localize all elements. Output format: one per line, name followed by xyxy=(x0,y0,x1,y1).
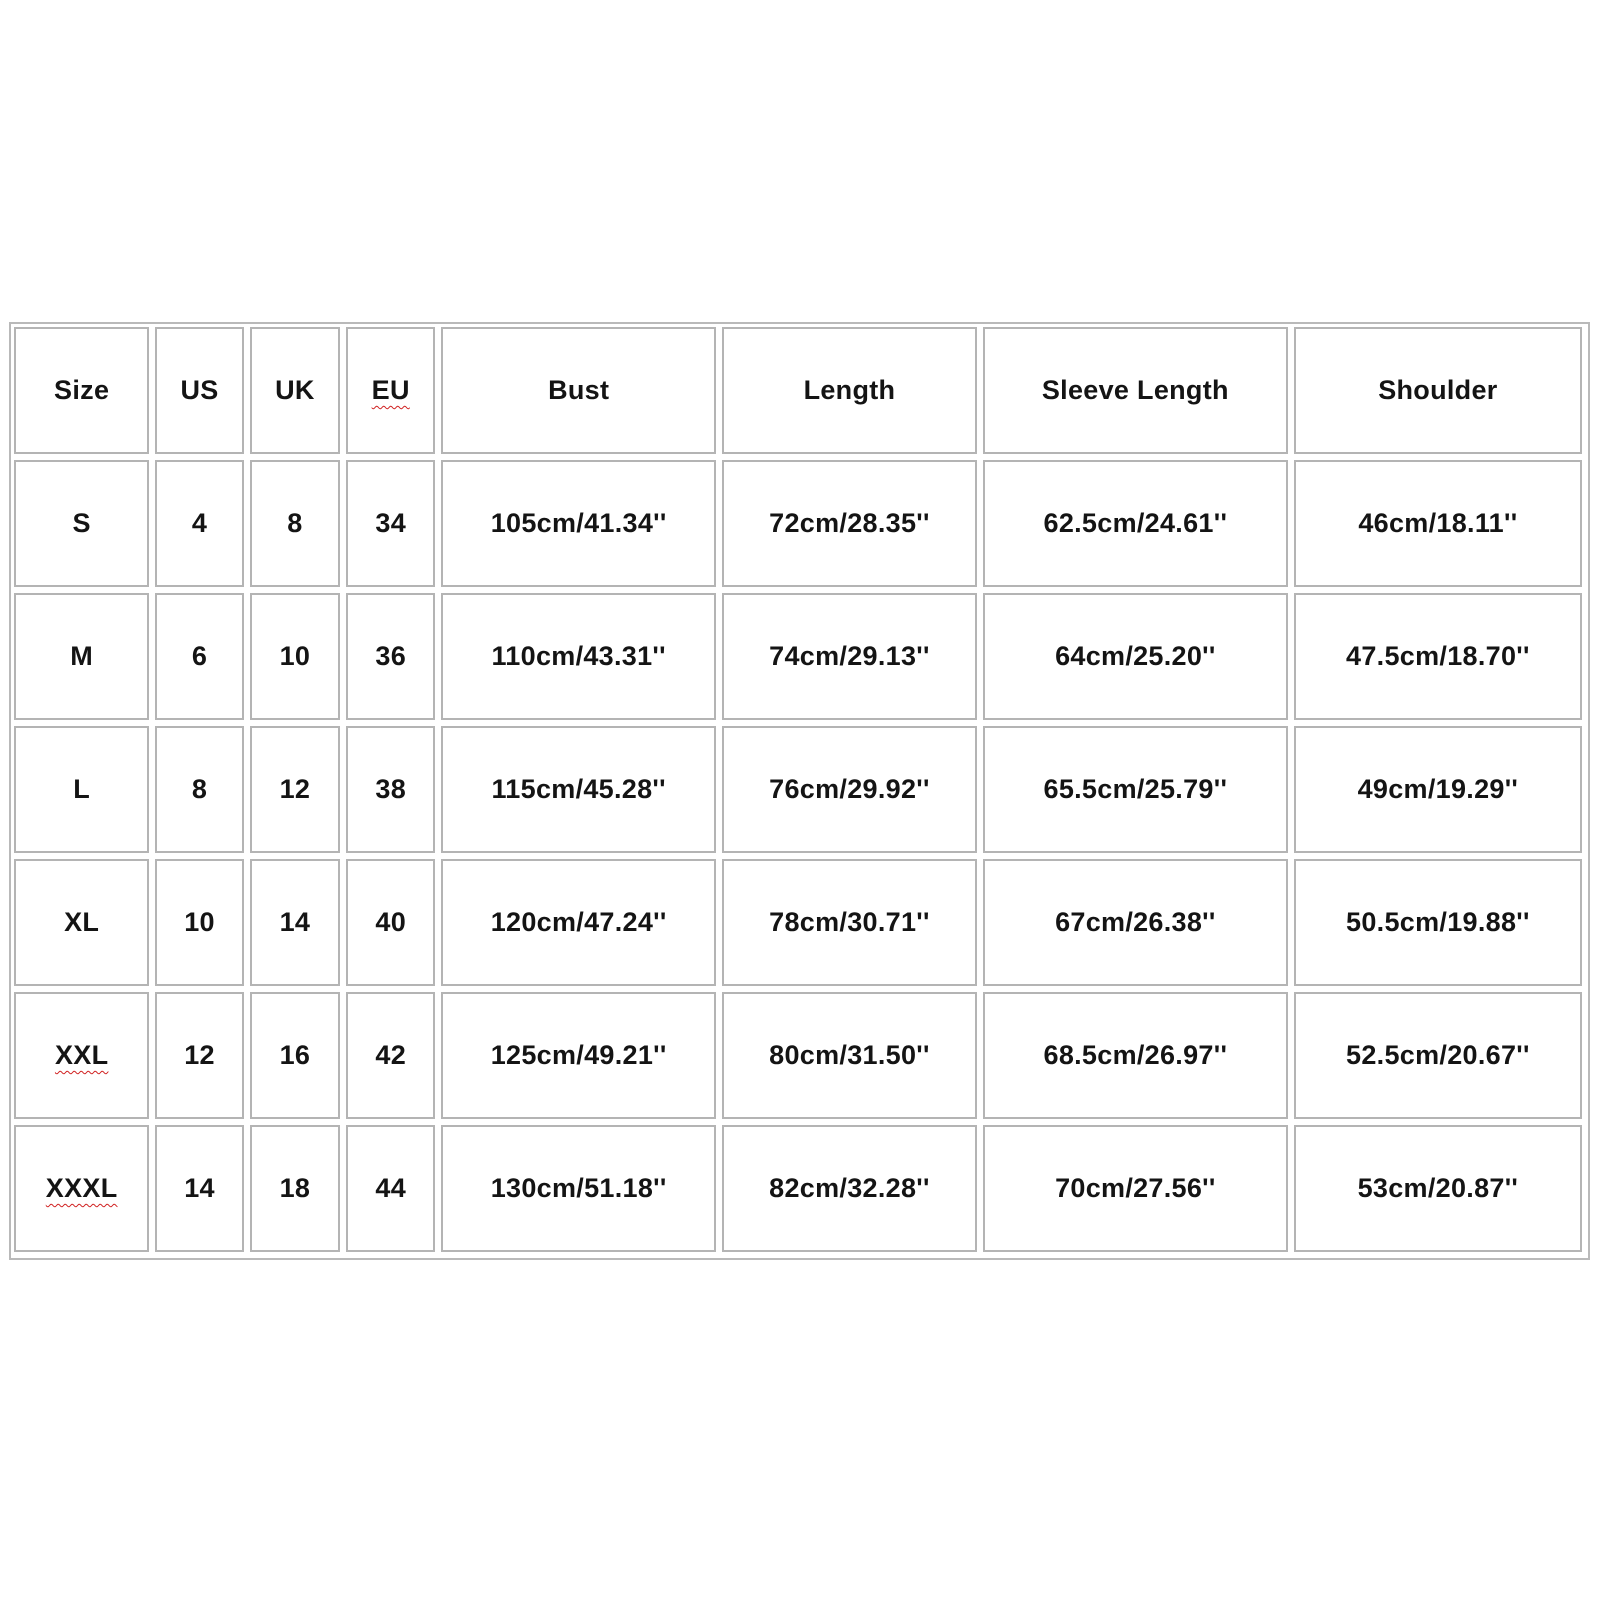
cell-eu: 36 xyxy=(346,593,435,720)
cell-uk: 18 xyxy=(250,1125,340,1252)
cell-size-label: XXXL xyxy=(45,1173,118,1203)
cell-shoulder: 47.5cm/18.70'' xyxy=(1294,593,1582,720)
cell-us: 6 xyxy=(155,593,243,720)
header-uk: UK xyxy=(250,327,340,454)
cell-length: 76cm/29.92'' xyxy=(722,726,977,853)
cell-uk: 10 xyxy=(250,593,340,720)
cell-uk: 8 xyxy=(250,460,340,587)
cell-shoulder: 46cm/18.11'' xyxy=(1294,460,1582,587)
cell-us: 10 xyxy=(155,859,243,986)
cell-size-label: XXL xyxy=(54,1040,109,1070)
cell-us: 4 xyxy=(155,460,243,587)
cell-bust: 115cm/45.28'' xyxy=(441,726,716,853)
cell-size xyxy=(14,992,149,1119)
cell-eu: 38 xyxy=(346,726,435,853)
cell-bust: 105cm/41.34'' xyxy=(441,460,716,587)
cell-size: S xyxy=(14,460,149,587)
cell-bust: 125cm/49.21'' xyxy=(441,992,716,1119)
cell-bust: 110cm/43.31'' xyxy=(441,593,716,720)
cell-length: 82cm/32.28'' xyxy=(722,1125,977,1252)
cell-uk: 12 xyxy=(250,726,340,853)
cell-bust: 130cm/51.18'' xyxy=(441,1125,716,1252)
cell-uk: 14 xyxy=(250,859,340,986)
cell-bust: 120cm/47.24'' xyxy=(441,859,716,986)
cell-sleeve-length: 70cm/27.56'' xyxy=(983,1125,1288,1252)
cell-us: 12 xyxy=(155,992,243,1119)
cell-eu: 40 xyxy=(346,859,435,986)
cell-size: L xyxy=(14,726,149,853)
header-us: US xyxy=(155,327,243,454)
cell-sleeve-length: 62.5cm/24.61'' xyxy=(983,460,1288,587)
cell-shoulder: 50.5cm/19.88'' xyxy=(1294,859,1582,986)
header-length: Length xyxy=(722,327,977,454)
table-row xyxy=(14,1125,1582,1252)
cell-uk: 16 xyxy=(250,992,340,1119)
table-row xyxy=(14,992,1582,1119)
cell-shoulder: 53cm/20.87'' xyxy=(1294,1125,1582,1252)
cell-shoulder: 52.5cm/20.67'' xyxy=(1294,992,1582,1119)
header-eu xyxy=(346,327,435,454)
size-chart-table xyxy=(8,321,1588,1258)
cell-size: XL xyxy=(14,859,149,986)
cell-us: 8 xyxy=(155,726,243,853)
header-eu-label: EU xyxy=(371,375,410,405)
cell-sleeve-length: 65.5cm/25.79'' xyxy=(983,726,1288,853)
cell-us: 14 xyxy=(155,1125,243,1252)
size-chart xyxy=(9,322,1590,1260)
table-row xyxy=(14,460,1582,587)
cell-length: 72cm/28.35'' xyxy=(722,460,977,587)
cell-sleeve-length: 68.5cm/26.97'' xyxy=(983,992,1288,1119)
table-row xyxy=(14,593,1582,720)
header-row xyxy=(14,327,1582,454)
cell-length: 80cm/31.50'' xyxy=(722,992,977,1119)
table-row xyxy=(14,726,1582,853)
header-bust: Bust xyxy=(441,327,716,454)
header-shoulder: Shoulder xyxy=(1294,327,1582,454)
header-size: Size xyxy=(14,327,149,454)
cell-eu: 34 xyxy=(346,460,435,587)
header-sleeve-length: Sleeve Length xyxy=(983,327,1288,454)
cell-eu: 44 xyxy=(346,1125,435,1252)
table-row xyxy=(14,859,1582,986)
cell-eu: 42 xyxy=(346,992,435,1119)
cell-size: M xyxy=(14,593,149,720)
cell-sleeve-length: 64cm/25.20'' xyxy=(983,593,1288,720)
cell-shoulder: 49cm/19.29'' xyxy=(1294,726,1582,853)
cell-length: 74cm/29.13'' xyxy=(722,593,977,720)
cell-length: 78cm/30.71'' xyxy=(722,859,977,986)
cell-sleeve-length: 67cm/26.38'' xyxy=(983,859,1288,986)
cell-size xyxy=(14,1125,149,1252)
